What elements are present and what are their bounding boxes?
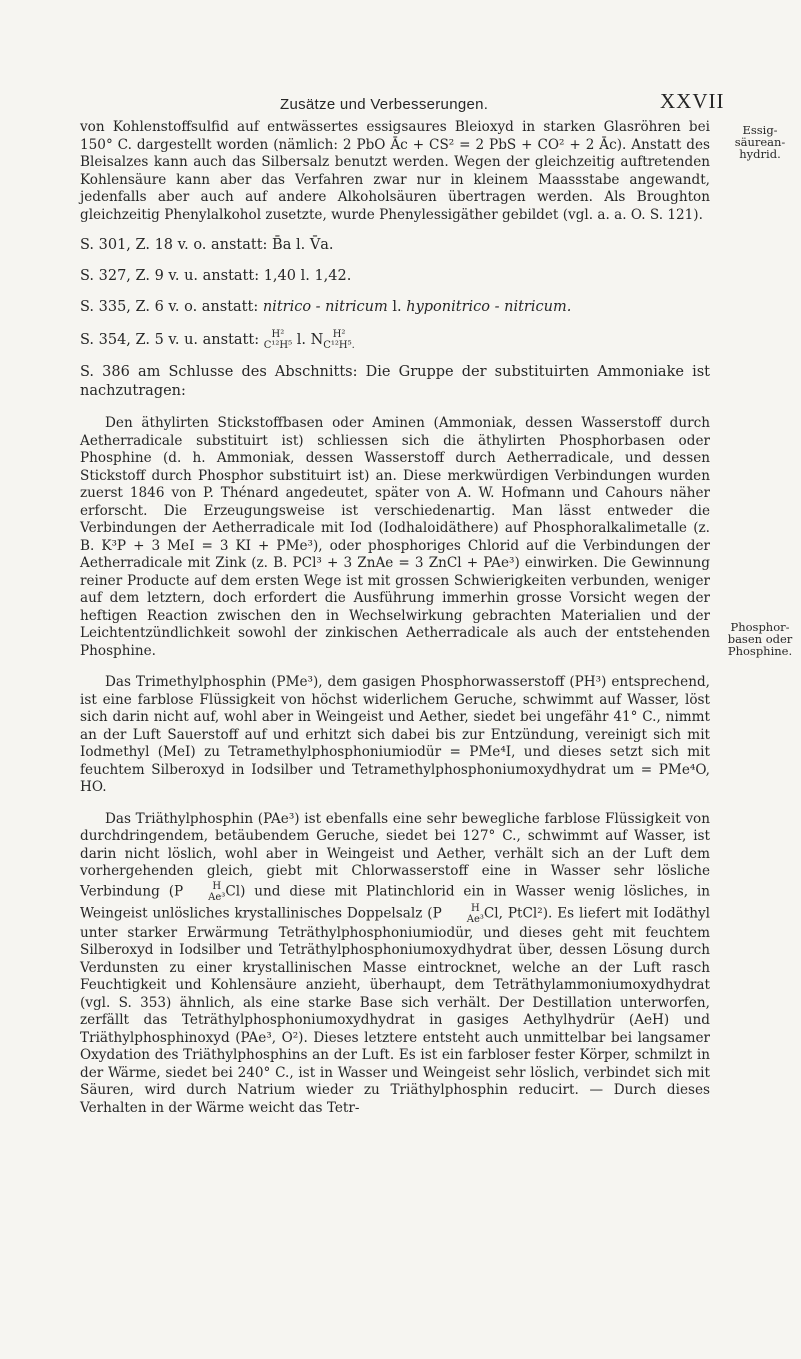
- formula-double-salt-top: H: [470, 902, 480, 914]
- paragraph-trimethylphosphin: Das Trimethylphosphin (PMe³), dem gasigen Phosphorwasserstoff (PH³) entsprechend, ist eine farblose Flüssigkeit von höchst widerlichem Geruche, schwimmt auf Wasser, löst sich darin nicht auf, wohl aber in Weingeist und Aether, siedet bei ungefähr 41° C., nimmt an der Luft Sauerstoff auf und erhitzt sich dabei bis zur Entzündung, vereinigt sich mit Iodmethyl (MeI) zu Tetramethylphosphoniumiodür = PMe⁴I, und dieses setzt sich mit feuchtem Silberoxyd in Iodsilber und Tetramethylphosphoniumoxydhydrat um = PMe⁴O, HO.: [80, 674, 710, 795]
- erratum-s354: [80, 329, 710, 351]
- formula-double-salt: [442, 903, 484, 925]
- formula-hcl-top: H: [212, 880, 222, 892]
- formula-right: [323, 329, 355, 351]
- erratum-s335: [80, 298, 710, 317]
- formula-hcl-compound: [183, 881, 225, 903]
- margin-note-phosphine: Phosphor-basen oder Phosphine.: [727, 620, 793, 658]
- formula-double-salt-bottom: Ae³: [466, 913, 484, 925]
- erratum-s354-prefix: S. 354, Z. 5 v. u. anstatt:: [80, 332, 260, 348]
- erratum-s335-mid: l.: [392, 299, 402, 315]
- formula-right-top: H²: [332, 329, 346, 340]
- erratum-s327: S. 327, Z. 9 v. u. anstatt: 1,40 l. 1,42.: [80, 268, 352, 284]
- erratum-s335-right: hyponitrico - nitricum.: [406, 299, 572, 315]
- paragraph-triaethylphosphin: [80, 811, 710, 1118]
- running-title: Zusätze und Verbesserungen.: [280, 96, 489, 113]
- formula-wrong-bottom: C¹²H⁵: [263, 340, 293, 351]
- triaethylphosphin-text-b: Cl) und diese mit Platinchlorid ein in Wasser wenig lösliches, in Weingeist unlösliches krystallinisches Doppelsalz (P: [80, 883, 710, 921]
- formula-hcl-bottom: Ae³: [208, 891, 226, 903]
- paragraph-phosphine: Den äthylirten Stickstoffbasen oder Aminen (Ammoniak, dessen Wasserstoff durch Aetherradicale substituirt ist) schliessen sich die äthylirten Phosphorbasen oder Phosphine (d. h. Ammoniak, dessen Wasserstoff durch Aetherradicale, und dessen Stickstoff durch Phosphor substituirt ist) an. Diese merkwürdigen Verbindungen wurden zuerst 1846 von P. Thénard angedeutet, später von A. W. Hofmann und Cahours näher erforscht. Die Erzeugungsweise ist verschiedenartig. Man lässt entweder die Verbindungen der Aetherradicale mit Iod (Iodhaloidäthere) auf Phosphoralkalimetalle (z. B. K³P + 3 MeI = 3 KI + PMe³), oder phosphoriges Chlorid auf die Verbindungen der Aetherradicale mit Zink (z. B. PCl³ + 3 ZnAe = 3 ZnCl + PAe³) einwirken. Die Gewinnung reiner Producte auf dem ersten Wege ist mit grossen Schwierigkeiten verbunden, weniger auf dem letztern, doch erfordert die Ausführung immerhin grosse Vorsicht wegen der heftigen Reaction zwischen den in Wechselwirkung gebrachten Materialien und der Leichtentzündlichkeit sowohl der zinkischen Aetherradicale als auch der entstehenden Phosphine.: [80, 415, 710, 659]
- main-text: [80, 119, 710, 1117]
- formula-wrong: [264, 329, 292, 351]
- formula-wrong-top: H²: [271, 329, 285, 340]
- erratum-s354-mid: l. N: [296, 332, 324, 348]
- formula-right-bottom: C¹²H⁵.: [323, 340, 355, 351]
- erratum-s301: S. 301, Z. 18 v. o. anstatt: B̄a l. V̄a.: [80, 237, 334, 253]
- erratum-s335-wrong: nitrico - nitricum: [262, 299, 388, 315]
- margin-note-essigsaeureanhydrid: Essig-säurean-hydrid.: [734, 123, 786, 161]
- page-number: XXVII: [660, 89, 725, 113]
- triaethylphosphin-text-c: Cl, PtCl²). Es liefert mit Iodäthyl unter starker Erwärmung Teträthylphosphoniumiodür, und dieses geht mit feuchtem Silberoxyd in Iodsilber und Teträthylphosphoniumoxydhydrat über, dessen Lösung durch Verdunsten zu einer krystallinischen Masse eintrocknet, welche an der Luft rasch Feuchtigkeit und Kohlensäure anzieht, überhaupt, dem Teträthylammoniumoxydhydrat (vgl. S. 353) ähnlich, als eine starke Base sich verhält. Der Destillation unterworfen, zerfällt das Teträthylphosphoniumoxydhydrat in gasiges Aethylhydrür (AeH) und Triäthylphosphinoxyd (PAe³, O²). Dieses letztere entsteht auch unmittelbar bei langsamer Oxydation des Triäthylphosphins an der Luft. Es ist ein farbloser fester Körper, schmilzt in der Wärme, siedet bei 240° C., ist in Wasser und Weingeist sehr löslich, verbindet sich mit Säuren, wird durch Natrium wieder zu Triäthylphosphin reducirt. — Durch dieses Verhalten in der Wärme weicht das Tetr-: [80, 905, 710, 1116]
- paragraph-kohlenstoffsulfid: von Kohlenstoffsulfid auf entwässertes essigsaures Bleioxyd in starken Glasröhren bei 150° C. dargestellt worden (nämlich: 2 PbO Āc + CS² = 2 PbS + CO² + 2 Āc). Anstatt des Bleisalzes kann auch das Silbersalz benutzt werden. Wegen der gleichzeitig auftretenden Kohlensäure kann aber das Verfahren zwar nur in kleinem Maassstabe angewandt, jedenfalls aber auch auf andere Alkoholsäuren übertragen werden. Als Broughton gleichzeitig Phenylalkohol zusetzte, wurde Phenylessigäther gebildet (vgl. a. a. O. S. 121).: [80, 119, 710, 223]
- erratum-s335-prefix: S. 335, Z. 6 v. o. anstatt:: [80, 299, 259, 315]
- note-s386: S. 386 am Schlusse des Abschnitts: Die Gruppe der substituirten Ammoniake ist nachzutragen:: [80, 364, 710, 399]
- triaethylphosphin-text-a: Das Triäthylphosphin (PAe³) ist ebenfalls eine sehr bewegliche farblose Flüssigkeit von durchdringendem, betäubendem Geruche, siedet bei 127° C., schwimmt auf Wasser, ist darin nicht löslich, wohl aber in Weingeist und Aether, verhält sich an der Luft dem vorhergehenden gleich, giebt mit Chlorwasserstoff eine in Wasser sehr lösliche Verbindung (P: [80, 810, 710, 899]
